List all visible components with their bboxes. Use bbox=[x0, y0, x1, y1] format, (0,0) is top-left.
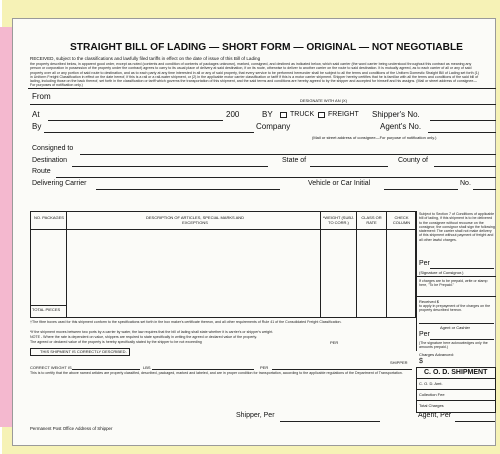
agents-no-line[interactable] bbox=[428, 132, 496, 133]
year-prefix: 200 bbox=[226, 110, 240, 119]
table-header-rule bbox=[30, 229, 416, 230]
right-column-border bbox=[416, 211, 417, 351]
per-label-value: PER bbox=[330, 340, 339, 345]
route-line[interactable] bbox=[56, 177, 496, 178]
delivering-carrier-label: Delivering Carrier bbox=[32, 180, 87, 187]
cod-amt-label: C. O. D. Amt. bbox=[419, 381, 443, 386]
at-line[interactable] bbox=[48, 120, 223, 121]
charges-advanced-label: Charges Advanced: bbox=[419, 352, 454, 357]
shipper-per-label: Shipper, Per bbox=[236, 412, 275, 419]
by-line[interactable] bbox=[44, 132, 254, 133]
shippers-no-label: Shipper's No. bbox=[372, 110, 420, 119]
per-label-3: PER bbox=[260, 365, 269, 370]
company-label: Company bbox=[256, 122, 291, 131]
designate-label: DESIGNATE WITH AN (X) bbox=[300, 98, 348, 103]
received-heading: RECEIVED, subject to the classifications and lawfully filed tariffs in effect on the date of issue of this Bill of Lading bbox=[30, 56, 261, 61]
prepaid-note: If charges are to be prepaid, write or stamp here, "To be Prepaid." bbox=[419, 279, 488, 288]
cashier-line[interactable] bbox=[419, 323, 494, 324]
freight-checkbox[interactable] bbox=[318, 112, 325, 118]
shipment-correct-label: THIS SHIPMENT IS CORRECTLY DESCRIBED. bbox=[40, 349, 127, 354]
weight-line[interactable] bbox=[72, 369, 140, 370]
col-divider bbox=[320, 211, 321, 318]
county-label: County of bbox=[398, 157, 428, 164]
col-packages-header: NO. PACKAGES bbox=[34, 215, 64, 220]
state-line[interactable] bbox=[310, 166, 388, 167]
per-line[interactable] bbox=[430, 339, 494, 340]
rule bbox=[416, 389, 496, 390]
carrier-line[interactable] bbox=[96, 189, 280, 190]
agent-per-line[interactable] bbox=[455, 421, 495, 422]
county-line[interactable] bbox=[434, 166, 496, 167]
total-pieces-label: TOTAL PIECES bbox=[32, 307, 61, 312]
section7-text: Subject to Section 7 of Conditions of applicable bill of lading, if this shipment is to be delivered to the consignee without recourse on the consignor, the consignor shall sign the following statement: The carrier shall not make delivery of this shipment without payment of freight and all other lawful charges. bbox=[419, 212, 495, 242]
rule bbox=[416, 400, 496, 401]
by-label: By bbox=[32, 122, 42, 131]
agreed-value-note: The agreed or declared value of the property is hereby specifically stated by the shipper to be not exceeding bbox=[30, 340, 202, 344]
destination-line[interactable] bbox=[72, 166, 268, 167]
dollar-sign: $ bbox=[419, 358, 423, 365]
lbs-line[interactable] bbox=[152, 369, 254, 370]
po-address-label: Permanent Post Office Address of Shipper bbox=[30, 426, 113, 431]
by-label-top: BY bbox=[262, 110, 273, 119]
col-divider bbox=[356, 211, 357, 318]
fibre-note: †The fibre boxes used for this shipment conform to the specifications set forth in the box maker's certificate thereon, and all other requirements of Rule 41 of the Consolidated Freight Classification. bbox=[30, 320, 342, 324]
certify-text: This is to certify that the above named articles are properly classified, described, packaged, marked and labeled, and are in proper condition for transportation, according to the applicable regulations of the Department of Transportation. bbox=[30, 371, 403, 375]
shipper-per-line[interactable] bbox=[280, 421, 380, 422]
correct-weight-label: CORRECT WEIGHT IS bbox=[30, 365, 72, 370]
freight-label: FREIGHT bbox=[328, 111, 359, 118]
rule bbox=[416, 276, 496, 277]
consigned-line[interactable] bbox=[80, 154, 496, 155]
truck-checkbox[interactable] bbox=[280, 112, 287, 118]
consigned-to-label: Consigned to bbox=[32, 145, 74, 152]
sig-consignor-label: (Signature of Consignor.) bbox=[419, 270, 464, 275]
rule bbox=[416, 378, 496, 379]
route-label: Route bbox=[32, 168, 51, 175]
per-line-3[interactable] bbox=[272, 369, 412, 370]
agent-per-label: Agent, Per bbox=[418, 412, 452, 419]
received-dollar-label: Received $ bbox=[419, 299, 440, 304]
mail-address-note: (Mail or street address of consignee—For purpose of notification only.) bbox=[312, 135, 437, 140]
value-note: NOTE - Where the rate is dependent on value, shippers are required to state specifically in writing the agreed or declared value of the property. bbox=[30, 335, 258, 339]
shippers-no-line[interactable] bbox=[430, 120, 496, 121]
consignor-sig-line[interactable] bbox=[430, 268, 494, 269]
lbs-label: LBS bbox=[143, 365, 151, 370]
sig-here-note: (The signature here acknowledges only the amounts prepaid.) bbox=[419, 341, 488, 350]
at-label: At bbox=[32, 110, 40, 119]
from-line bbox=[30, 104, 496, 105]
per-label-2: Per bbox=[419, 331, 430, 338]
from-label: From bbox=[32, 92, 51, 101]
col-class-header: CLASS OR RATE bbox=[361, 215, 382, 225]
collection-fee-label: Collection Fee bbox=[419, 392, 445, 397]
col-weight-header: *WEIGHT (SUBJ. TO CORR.) bbox=[322, 215, 355, 225]
vehicle-label: Vehicle or Car Initial bbox=[308, 180, 371, 187]
col-divider bbox=[66, 211, 67, 318]
total-charges-label: Total Charges bbox=[419, 403, 444, 408]
vehicle-line[interactable] bbox=[384, 189, 458, 190]
agents-no-label: Agent's No. bbox=[380, 122, 422, 131]
rule bbox=[416, 296, 496, 297]
vehicle-no-label: No. bbox=[460, 180, 471, 187]
received-fine-print: the property described below, in apparent good order, except as noted (contents and condition of contents of packages unknown), marked, consigned, and destined as indicated below, which said carrier (the word carrier being understood throughout this contract as meaning any person or corporation in possession of the property under the contract) agrees to carry to its usual place of delivery at said destination, if on its route, otherwise to deliver to another carrier on the route to said destination. It is mutually agreed, as to each carrier of all or any of said property over all or any portion of said route to destination, and as to each party at any time interested in all or any of said property, that every service to be performed hereunder shall be subject to all the terms and conditions of the Uniform Domestic Straight Bill of Lading set forth (1) in Uniform Freight Classification in effect on the date hereof, if this is a rail or a rail-water shipment, or (2) in the applicable motor carrier classification or tariff if this is a motor carrier shipment. Shipper hereby certifies that he is familiar with all the terms and conditions of the said bill of lading, including those on the back thereof, set forth in the classification or tariff which governs the transportation of this shipment, and the said terms and conditions are hereby agreed to by the shipper and accepted for himself and his assigns. (Mail or street address of consignee—For purposes of notification only.) bbox=[30, 62, 479, 88]
per-label-1: Per bbox=[419, 260, 430, 267]
divider bbox=[28, 88, 496, 89]
cod-shipment-title: C. O. D. SHIPMENT bbox=[424, 369, 488, 376]
col-divider bbox=[386, 211, 387, 318]
agent-cashier-label: Agent or Cashier bbox=[440, 325, 471, 330]
truck-label: TRUCK bbox=[290, 111, 315, 118]
form-title: STRAIGHT BILL OF LADING — SHORT FORM — ORIGINAL — NOT NEGOTIABLE bbox=[70, 42, 463, 53]
shipper-label-small: SHIPPER bbox=[390, 360, 408, 365]
goods-table bbox=[30, 211, 416, 318]
total-pieces-rule bbox=[30, 305, 66, 306]
vehicle-no-line[interactable] bbox=[473, 189, 496, 190]
col-check-header: CHECK COLUMN bbox=[392, 215, 411, 225]
received-apply-text: to apply in prepayment of the charges on the property described hereon. bbox=[419, 304, 491, 313]
water-note: *If the shipment moves between two ports by a carrier by water, the law requires that the bill of lading shall state whether it is carrier's or shipper's weight. bbox=[30, 330, 274, 334]
destination-label: Destination bbox=[32, 157, 68, 164]
col-description-header: DESCRIPTION OF ARTICLES, SPECIAL MARKS AND EXCEPTIONS bbox=[145, 215, 245, 225]
state-label: State of bbox=[282, 157, 307, 164]
